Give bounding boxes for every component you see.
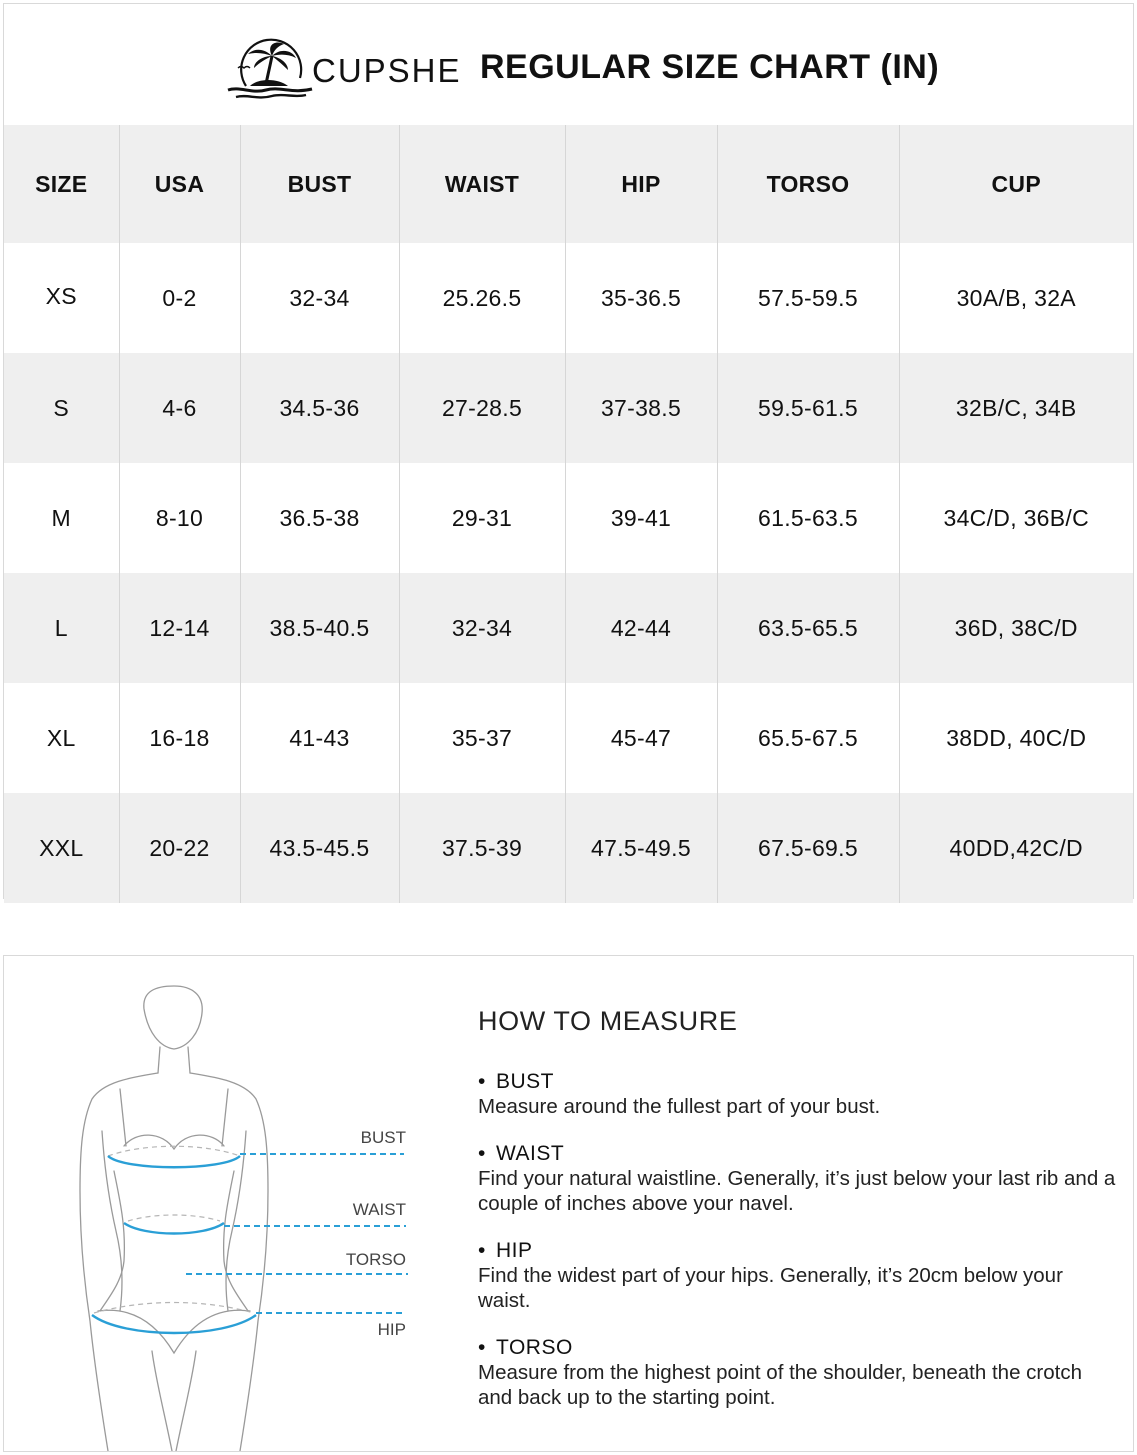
table-cell: 38DD, 40C/D bbox=[899, 683, 1133, 793]
table-cell: 25.26.5 bbox=[399, 243, 565, 353]
table-header-row bbox=[4, 125, 1133, 243]
table-cell: XXL bbox=[39, 834, 84, 861]
table-cell: 41-43 bbox=[240, 683, 399, 793]
how-to-measure-section bbox=[478, 1006, 1118, 1432]
measure-item-torso bbox=[478, 1335, 1118, 1410]
column-header: BUST bbox=[240, 125, 399, 243]
measure-desc: Find your natural waistline. Generally, it’s just below your last rib and a couple of inches above your navel. bbox=[478, 1167, 1116, 1215]
table-cell: 0-2 bbox=[119, 243, 240, 353]
table-cell: 27-28.5 bbox=[399, 353, 565, 463]
body-measurement-figure bbox=[64, 981, 464, 1451]
table-cell: 35-37 bbox=[399, 683, 565, 793]
table-row bbox=[4, 683, 1133, 793]
table-cell: 61.5-63.5 bbox=[717, 463, 899, 573]
table-cell: 67.5-69.5 bbox=[717, 793, 899, 903]
measure-desc: Measure around the fullest part of your bust. bbox=[478, 1095, 881, 1118]
table-cell: XL bbox=[46, 724, 76, 751]
table-cell: 36.5-38 bbox=[240, 463, 399, 573]
measure-desc: Find the widest part of your hips. Generally, it’s 20cm below your waist. bbox=[478, 1264, 1063, 1312]
bullet-icon: • bbox=[478, 1336, 486, 1359]
table-cell: 32-34 bbox=[399, 573, 565, 683]
table-cell: 30A/B, 32A bbox=[899, 243, 1133, 353]
table-cell: 47.5-49.5 bbox=[565, 793, 717, 903]
how-to-measure-panel bbox=[3, 955, 1134, 1452]
size-chart-panel bbox=[3, 3, 1134, 899]
table-cell: 36D, 38C/D bbox=[899, 573, 1133, 683]
table-cell: 34.5-36 bbox=[240, 353, 399, 463]
table-cell: 38.5-40.5 bbox=[240, 573, 399, 683]
bullet-icon: • bbox=[478, 1239, 486, 1262]
column-header: HIP bbox=[565, 125, 717, 243]
torso-label: TORSO bbox=[345, 1250, 406, 1269]
measure-name: BUST bbox=[496, 1070, 555, 1093]
table-cell: 12-14 bbox=[119, 573, 240, 683]
table-cell: 16-18 bbox=[119, 683, 240, 793]
table-cell: 32B/C, 34B bbox=[899, 353, 1133, 463]
column-header: TORSO bbox=[717, 125, 899, 243]
column-header: USA bbox=[119, 125, 240, 243]
waist-label: WAIST bbox=[352, 1200, 406, 1219]
measure-desc: Measure from the highest point of the shoulder, beneath the crotch and back up to the starting point. bbox=[478, 1361, 1082, 1409]
chart-title: REGULAR SIZE CHART (IN) bbox=[480, 48, 940, 86]
table-cell: 45-47 bbox=[565, 683, 717, 793]
table-cell: 43.5-45.5 bbox=[240, 793, 399, 903]
table-cell: 37-38.5 bbox=[565, 353, 717, 463]
column-header: SIZE bbox=[35, 170, 88, 197]
measure-item-hip bbox=[478, 1238, 1118, 1313]
table-row bbox=[4, 243, 1133, 353]
bullet-icon: • bbox=[478, 1070, 486, 1093]
table-row bbox=[4, 463, 1133, 573]
chart-header bbox=[4, 4, 1133, 125]
table-cell: 57.5-59.5 bbox=[717, 243, 899, 353]
table-cell: 40DD,42C/D bbox=[899, 793, 1133, 903]
table-cell: 34C/D, 36B/C bbox=[899, 463, 1133, 573]
table-cell: XS bbox=[45, 282, 77, 309]
table-cell: 32-34 bbox=[240, 243, 399, 353]
table-cell: 37.5-39 bbox=[399, 793, 565, 903]
measure-item-waist bbox=[478, 1141, 1118, 1216]
hip-label: HIP bbox=[377, 1320, 406, 1339]
table-cell: S bbox=[53, 394, 70, 421]
table-cell: 8-10 bbox=[119, 463, 240, 573]
measure-item-bust bbox=[478, 1069, 1118, 1119]
table-cell: 35-36.5 bbox=[565, 243, 717, 353]
how-to-measure-title: HOW TO MEASURE bbox=[478, 1006, 738, 1036]
measure-name: WAIST bbox=[496, 1142, 565, 1165]
table-cell: 59.5-61.5 bbox=[717, 353, 899, 463]
table-cell: 63.5-65.5 bbox=[717, 573, 899, 683]
brand-name: CUPSHE bbox=[312, 52, 462, 89]
column-header: CUP bbox=[899, 125, 1133, 243]
table-row bbox=[4, 793, 1133, 903]
table-cell: M bbox=[51, 504, 71, 531]
table-cell: 39-41 bbox=[565, 463, 717, 573]
table-cell: L bbox=[54, 614, 68, 641]
measure-name: HIP bbox=[496, 1239, 533, 1262]
palm-island-logo bbox=[226, 34, 316, 102]
bust-label: BUST bbox=[360, 1128, 406, 1147]
measure-name: TORSO bbox=[496, 1336, 573, 1359]
table-cell: 4-6 bbox=[119, 353, 240, 463]
bullet-icon: • bbox=[478, 1142, 486, 1165]
column-header: WAIST bbox=[399, 125, 565, 243]
table-cell: 20-22 bbox=[119, 793, 240, 903]
size-table bbox=[4, 125, 1133, 903]
table-cell: 29-31 bbox=[399, 463, 565, 573]
table-row bbox=[4, 353, 1133, 463]
table-cell: 65.5-67.5 bbox=[717, 683, 899, 793]
table-cell: 42-44 bbox=[565, 573, 717, 683]
table-row bbox=[4, 573, 1133, 683]
